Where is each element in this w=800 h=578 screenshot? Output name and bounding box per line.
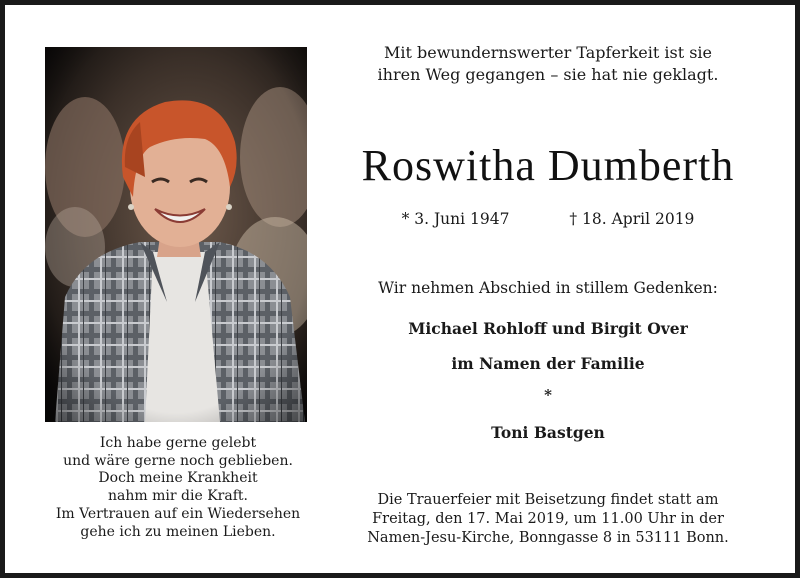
poem xyxy=(33,435,323,541)
poem-line: gehe ich zu meinen Lieben. xyxy=(80,523,276,540)
signers: Michael Rohloff und Birgit Over xyxy=(408,319,688,338)
motto-line: Mit bewundernswerter Tapferkeit ist sie xyxy=(383,43,713,62)
service-line: Die Trauerfeier mit Beisetzung findet statt am xyxy=(377,492,719,508)
portrait-photo xyxy=(45,47,307,422)
other-signer: Toni Bastgen xyxy=(491,423,605,442)
poem-line: nahm mir die Kraft. xyxy=(108,488,248,505)
poem-line: Doch meine Krankheit xyxy=(98,470,258,487)
poem-line: Ich habe gerne gelebt xyxy=(99,435,257,451)
poem-line: Im Vertrauen auf ein Wiedersehen xyxy=(55,505,301,522)
motto-line: ihren Weg gegangen – sie hat nie geklagt. xyxy=(377,65,719,84)
death-date: † 18. April 2019 xyxy=(569,210,695,228)
poem-line: und wäre gerne noch geblieben. xyxy=(63,452,293,469)
birth-date: * 3. Juni 1947 xyxy=(401,210,510,228)
motto xyxy=(323,42,773,86)
service-info xyxy=(323,491,773,548)
portrait-illustration xyxy=(45,47,307,422)
farewell-text: Wir nehmen Abschied in stillem Gedenken: xyxy=(378,279,718,297)
service-line: Freitag, den 17. Mai 2019, um 11.00 Uhr in der xyxy=(372,511,724,527)
life-dates xyxy=(323,209,773,229)
service-line: Namen-Jesu-Kirche, Bonngasse 8 in 53111 Bonn. xyxy=(367,530,729,546)
family-line: im Namen der Familie xyxy=(451,354,645,373)
separator-star: * xyxy=(544,386,552,404)
deceased-name: Roswitha Dumberth xyxy=(361,141,735,190)
